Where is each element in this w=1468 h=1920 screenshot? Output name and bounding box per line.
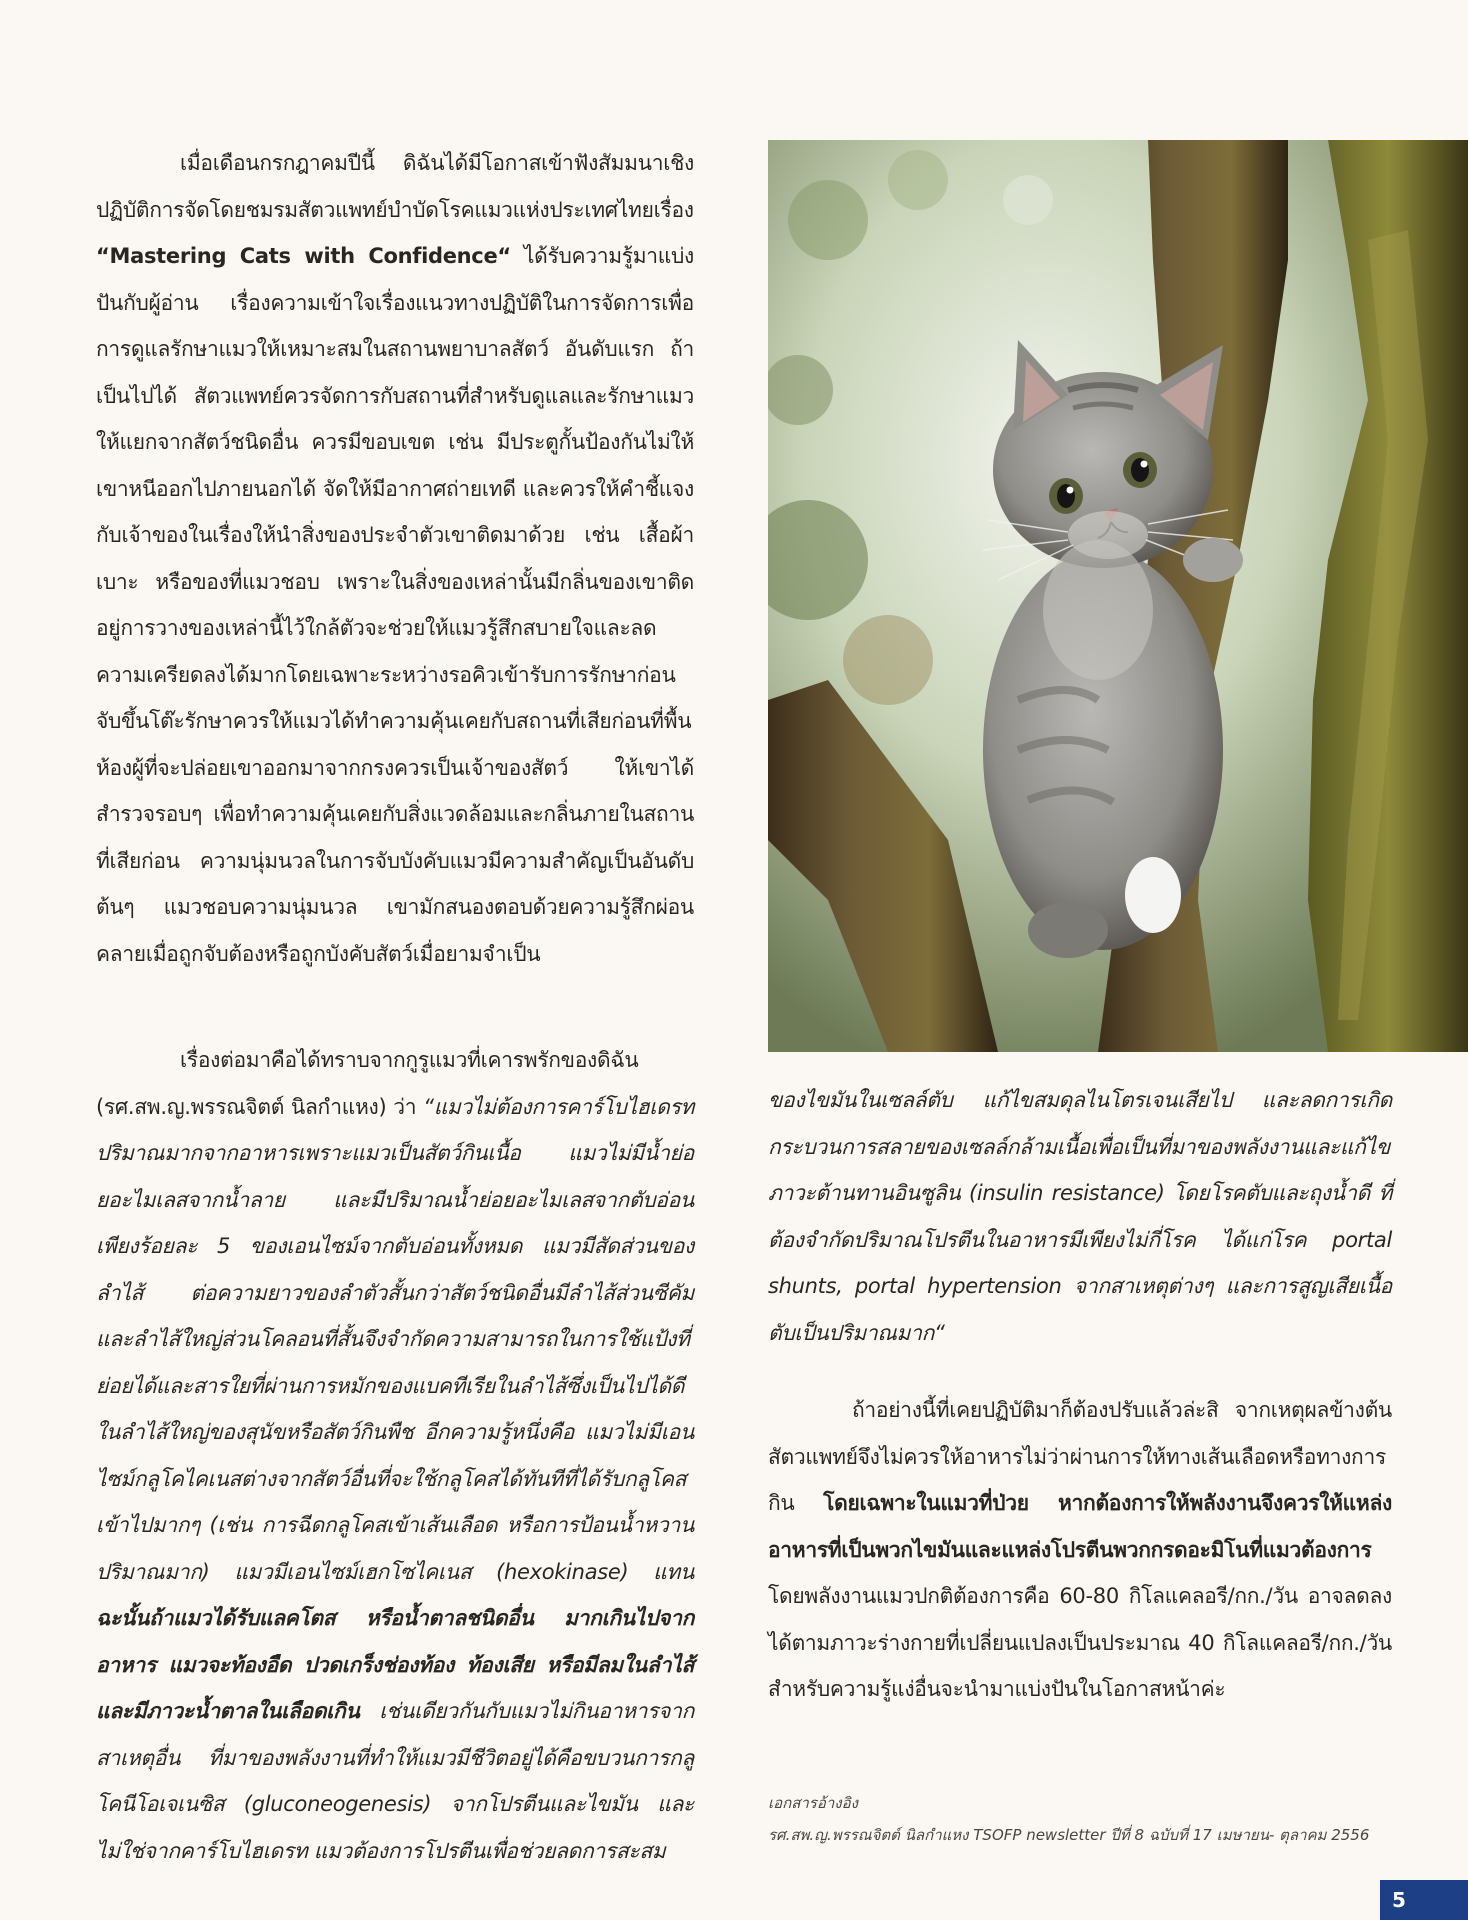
quote-continuation: ของไขมันในเซลล์ตับ แก้ไขสมดุลไนโตรเจนเสียไป และลดการเกิดกระบวนการสลายของเซลล์กล้ามเนื้อเพื่อเป็นที่มาของพลังงานและแก้ไขภาวะต้านทานอินซูลิน (insulin resistance) โดยโรคตับและถุงน้ำดี ที่ต้องจำกัดปริมาณโปรตีนในอาหารมีเพียงไม่กี่โรค ได้แก่โรค portal shunts, portal hypertension จากสาเหตุต่างๆ และการสูญเสียเนื้อตับเป็นปริมาณมาก“ bbox=[768, 1088, 1392, 1345]
intro-paragraph-column bbox=[96, 140, 694, 977]
expert-quote: “แมวไม่ต้องการคาร์โบไฮเดรทปริมาณมากจากอาหารเพราะแมวเป็นสัตว์กินเนื้อ แมวไม่มีน้ำย่อยอะไมเลสจากน้ำลาย และมีปริมาณน้ำย่อยอะไมเลสจากตับอ่อนเพียงร้อยละ 5 ของเอนไซม์จากตับอ่อนทั้งหมด แมวมีสัดส่วนของลำไส้ ต่อความยาวของลำตัวสั้นกว่าสัตว์ชนิดอื่นมีลำไส้ส่วนซีคัม และลำไส้ใหญ่ส่วนโคลอนที่สั้นจึงจำกัดความสามารถในการใช้แป้งที่ย่อยได้และสารใยที่ผ่านการหมักของแบคทีเรียในลำไส้ซึ่งเป็นไปได้ดีในลำไส้ใหญ่ของสุนัขหรือสัตว์กินพืช อีกความรู้หนึ่งคือ แมวไม่มีเอนไซม์กลูโคไคเนสต่างจากสัตว์อื่นที่จะใช้กลูโคสได้ทันทีที่ได้รับกลูโคสเข้าไปมากๆ (เช่น การฉีดกลูโคสเข้าเส้นเลือด หรือการป้อนน้ำหวานปริมาณมาก) แมวมีเอนไซม์เฮกโซไคเนส (hexokinase) แทน bbox=[96, 1094, 694, 1584]
kitten-in-tree-photo bbox=[768, 140, 1468, 1052]
conclusion-emphasis: โดยเฉพาะในแมวที่ป่วย หากต้องการให้พลังงานจึงควรให้แหล่งอาหารที่เป็นพวกไขมันและแหล่งโปรตีนพวกกรดอะมิโนที่แมวต้องการ bbox=[768, 1491, 1392, 1562]
reference-block bbox=[768, 1787, 1408, 1851]
page-number-badge: 5 bbox=[1380, 1880, 1468, 1920]
conclusion-paragraph-column bbox=[768, 1387, 1392, 1713]
conclusion-paragraph: ถ้าอย่างนี้ที่เคยปฏิบัติมาก็ต้องปรับแล้วล่ะสิ จากเหตุผลข้างต้นสัตวแพทย์จึงไม่ควรให้อาหารไม่ว่าผ่านการให้ทางเส้นเลือดหรือทางการกิน โดยเฉพาะในแมวที่ป่วย หากต้องการให้พลังงานจึงควรให้แหล่งอาหารที่เป็นพวกไขมันและแหล่งโปรตีนพวกกรดอะมิโนที่แมวต้องการ โดยพลังงานแมวปกติต้องการคือ 60-80 กิโลแคลอรี/กก./วัน อาจลดลงได้ตามภาวะร่างกายที่เปลี่ยนแปลงเป็นประมาณ 40 กิโลแคลอรี/กก./วัน สำหรับความรู้แง่อื่นจะนำมาแบ่งปันในโอกาสหน้าค่ะ bbox=[768, 1398, 1392, 1701]
intro-paragraph: เมื่อเดือนกรกฎาคมปีนี้ ดิฉันได้มีโอกาสเข้าฟังสัมมนาเชิงปฏิบัติการจัดโดยชมรมสัตวแพทย์บำบัดโรคแมวแห่งประเทศไทยเรื่อง “Mastering Cats with Confidence“ ได้รับความรู้มาแบ่งปันกับผู้อ่าน เรื่องความเข้าใจเรื่องแนวทางปฏิบัติในการจัดการเพื่อการดูแลรักษาแมวให้เหมาะสมในสถานพยาบาลสัตว์ อันดับแรก ถ้าเป็นไปได้ สัตวแพทย์ควรจัดการกับสถานที่สำหรับดูแลและรักษาแมวให้แยกจากสัตว์ชนิดอื่น ควรมีขอบเขต เช่น มีประตูกั้นป้องกันไม่ให้เขาหนีออกไปภายนอกได้ จัดให้มีอากาศถ่ายเทดี และควรให้คำชี้แจงกับเจ้าของในเรื่องให้นำสิ่งของประจำตัวเขาติดมาด้วย เช่น เสื้อผ้าเบาะ หรือของที่แมวชอบ เพราะในสิ่งของเหล่านั้นมีกลิ่นของเขาติดอยู่การวางของเหล่านี้ไว้ใกล้ตัวจะช่วยให้แมวรู้สึกสบายใจและลดความเครียดลงได้มากโดยเฉพาะระหว่างรอคิวเข้ารับการรักษาก่อนจับขึ้นโต๊ะรักษาควรให้แมวได้ทำความคุ้นเคยกับสถานที่เสียก่อนที่พื้นห้องผู้ที่จะปล่อยเขาออกมาจากกรงควรเป็นเจ้าของสัตว์ ให้เขาได้สำรวจรอบๆ เพื่อทำความคุ้นเคยกับสิ่งแวดล้อมและกลิ่นภายในสถานที่เสียก่อน ความนุ่มนวลในการจับบังคับแมวมีความสำคัญเป็นอันดับต้นๆ แมวชอบความนุ่มนวล เขามักสนองตอบด้วยความรู้สึกผ่อนคลายเมื่อถูกจับต้องหรือถูกบังคับสัตว์เมื่อยามจำเป็น bbox=[96, 151, 694, 966]
expert-quote-cont: เช่นเดียวกันกับแมวไม่กินอาหารจากสาเหตุอื่น ที่มาของพลังงานที่ทำให้แมวมีชีวิตอยู่ได้คือขบวนการกลูโคนีโอเจเนซิส (gluconeogenesis) จากโปรตีนและไขมัน และไม่ใช่จากคาร์โบไฮเดรท แมวต้องการโปรตีนเพื่อช่วยลดการสะสม bbox=[96, 1699, 694, 1863]
seminar-title: “Mastering Cats with Confidence“ bbox=[96, 244, 511, 268]
reference-citation: รศ.สพ.ญ.พรรณจิตต์ นิลกำแหง TSOFP newsletter ปีที่ 8 ฉบับที่ 17 เมษายน- ตุลาคม 2556 bbox=[768, 1826, 1370, 1844]
quote-paragraph: เรื่องต่อมาคือได้ทราบจากกูรูแมวที่เคารพรักของดิฉัน (รศ.สพ.ญ.พรรณจิตต์ นิลกำแหง) ว่า “แมวไม่ต้องการคาร์โบไฮเดรทปริมาณมากจากอาหารเพราะแมวเป็นสัตว์กินเนื้อ แมวไม่มีน้ำย่อยอะไมเลสจากน้ำลาย และมีปริมาณน้ำย่อยอะไมเลสจากตับอ่อนเพียงร้อยละ 5 ของเอนไซม์จากตับอ่อนทั้งหมด แมวมีสัดส่วนของลำไส้ ต่อความยาวของลำตัวสั้นกว่าสัตว์ชนิดอื่นมีลำไส้ส่วนซีคัม และลำไส้ใหญ่ส่วนโคลอนที่สั้นจึงจำกัดความสามารถในการใช้แป้งที่ย่อยได้และสารใยที่ผ่านการหมักของแบคทีเรียในลำไส้ซึ่งเป็นไปได้ดีในลำไส้ใหญ่ของสุนัขหรือสัตว์กินพืช อีกความรู้หนึ่งคือ แมวไม่มีเอนไซม์กลูโคไคเนสต่างจากสัตว์อื่นที่จะใช้กลูโคสได้ทันทีที่ได้รับกลูโคสเข้าไปมากๆ (เช่น การฉีดกลูโคสเข้าเส้นเลือด หรือการป้อนน้ำหวานปริมาณมาก) แมวมีเอนไซม์เฮกโซไคเนส (hexokinase) แทน ฉะนั้นถ้าแมวได้รับแลคโตส หรือน้ำตาลชนิดอื่น มากเกินไปจากอาหาร แมวจะท้องอืด ปวดเกร็งช่องท้อง ท้องเสีย หรือมีลมในลำไส้ และมีภาวะน้ำตาลในเลือดเกิน เช่นเดียวกันกับแมวไม่กินอาหารจากสาเหตุอื่น ที่มาของพลังงานที่ทำให้แมวมีชีวิตอยู่ได้คือขบวนการกลูโคนีโอเจเนซิส (gluconeogenesis) จากโปรตีนและไขมัน และไม่ใช่จากคาร์โบไฮเดรท แมวต้องการโปรตีนเพื่อช่วยลดการสะสม bbox=[96, 1048, 694, 1863]
quote-emphasis: ฉะนั้นถ้าแมวได้รับแลคโตส หรือน้ำตาลชนิดอื่น มากเกินไปจากอาหาร แมวจะท้องอืด ปวดเกร็งช่องท้อง ท้องเสีย หรือมีลมในลำไส้ และมีภาวะน้ำตาลในเลือดเกิน bbox=[96, 1606, 694, 1723]
reference-heading: เอกสารอ้างอิง bbox=[768, 1794, 858, 1812]
quote-continuation-column bbox=[768, 1077, 1392, 1356]
quote-paragraph-column bbox=[96, 1037, 694, 1874]
